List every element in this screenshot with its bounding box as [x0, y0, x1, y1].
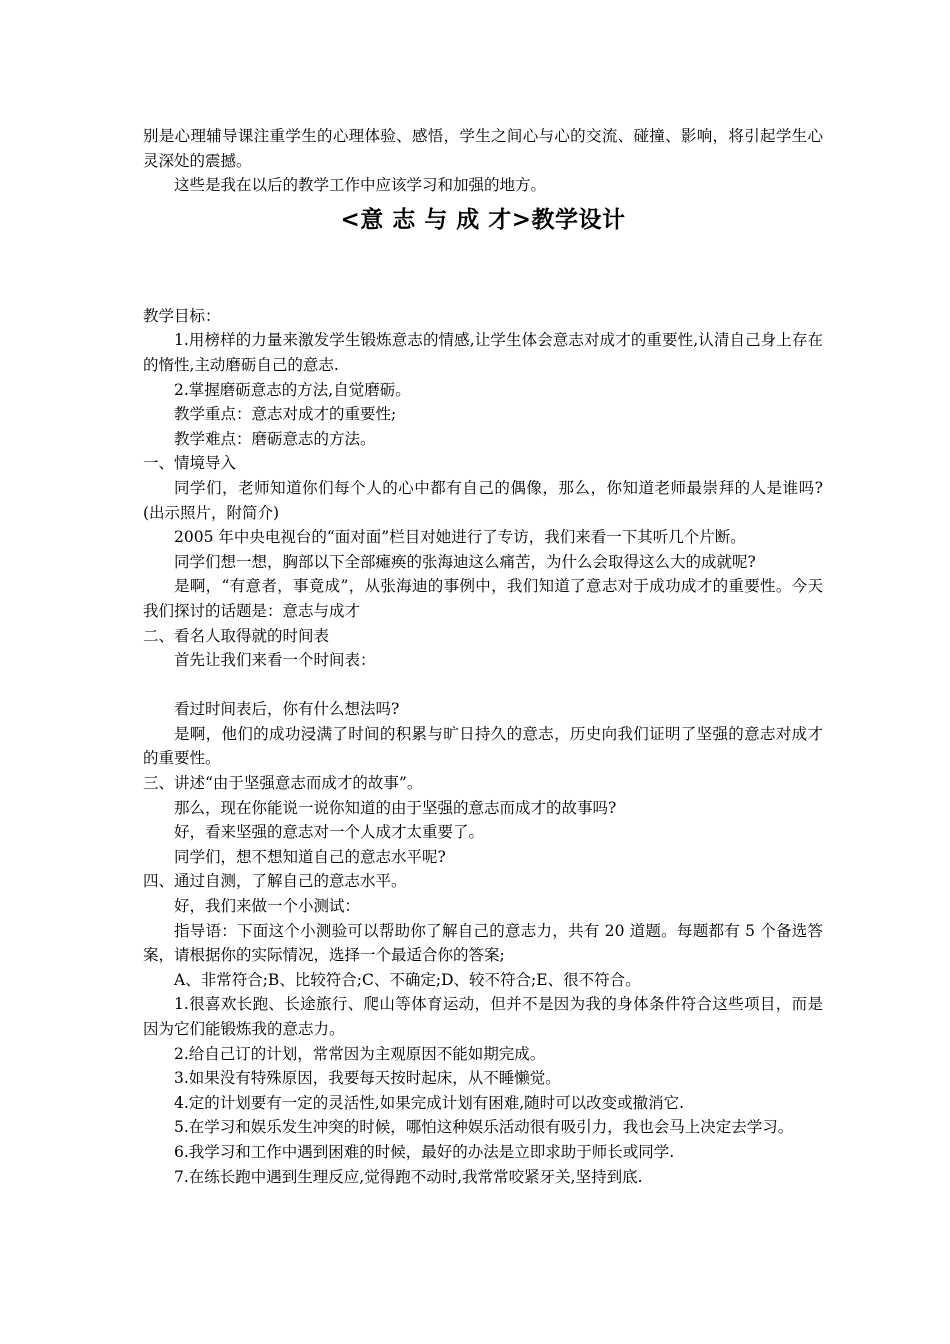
- section-2-heading: 二、看名人取得就的时间表: [143, 626, 330, 645]
- test-item: 7.在练长跑中遇到生理反应,觉得跑不动时,我常常咬紧牙关,坚持到底.: [174, 1167, 643, 1186]
- difficulty-point: 教学难点：磨砺意志的方法。: [174, 429, 376, 448]
- section-1-paragraph-4: 是啊，“有意者，事竟成”，从张海迪的事例中，我们知道了意志对于成功成才的重要性。今天我们探讨的话题是：意志与成才: [143, 577, 823, 620]
- section-1-heading: 一、情境导入: [143, 454, 237, 473]
- objective-2: 2.掌握磨砺意志的方法,自觉磨砺。: [174, 380, 411, 399]
- section-3-paragraph-3: 同学们，想不想知道自己的意志水平呢?: [174, 847, 446, 866]
- section-1-paragraph-3: 同学们想一想，胸部以下全部瘫痪的张海迪这么痛苦，为什么会取得这么大的成就呢?: [174, 552, 756, 571]
- objectives-heading: 教学目标：: [143, 306, 221, 325]
- test-item: 2.给自己订的计划，常常因为主观原因不能如期完成。: [174, 1044, 546, 1063]
- section-2-paragraph-3: 是啊，他们的成功浸满了时间的积累与旷日持久的意志，历史向我们证明了坚强的意志对成才的重要性。: [143, 724, 823, 768]
- key-point: 教学重点：意志对成才的重要性;: [174, 405, 397, 424]
- section-4-heading: 四、通过自测，了解自己的意志水平。: [143, 872, 407, 891]
- section-3-paragraph-2: 好，看来坚强的意志对一个人成才太重要了。: [174, 823, 485, 842]
- test-item: 1.很喜欢长跑、长途旅行、爬山等体育运动，但并不是因为我的身体条件符合这些项目，而是因为它们能锻炼我的意志力。: [143, 995, 823, 1038]
- section-2-paragraph-1: 首先让我们来看一个时间表：: [174, 651, 376, 670]
- section-4-paragraph-1: 好，我们来做一个小测试：: [174, 897, 361, 916]
- intro-paragraph-continued: 别是心理辅导课注重学生的心理体验、感悟，学生之间心与心的交流、碰撞、影响，将引起学生心灵深处的震撼。: [143, 127, 823, 170]
- document-page: [143, 124, 823, 1189]
- section-2-paragraph-2: 看过时间表后，你有什么想法吗?: [174, 700, 400, 719]
- document-title: <意 志 与 成 才>教学设计: [340, 205, 626, 233]
- section-3-heading: 三、讲述“由于坚强意志而成才的故事”。: [143, 774, 423, 793]
- blank-line: [143, 673, 823, 698]
- objective-1: 1.用榜样的力量来激发学生锻炼意志的情感,让学生体会意志对成才的重要性,认清自己身上存在的惰性,主动磨砺自己的意志.: [143, 331, 823, 374]
- test-item: 4.定的计划要有一定的灵活性,如果完成计划有困难,随时可以改变或撤消它.: [174, 1093, 685, 1112]
- test-item: 5.在学习和娱乐发生冲突的时候，哪怕这种娱乐活动很有吸引力，我也会马上决定去学习。: [174, 1118, 794, 1137]
- answer-options: A、非常符合;B、比较符合;C、不确定;D、较不符合;E、很不符合。: [174, 970, 641, 989]
- test-item: 3.如果没有特殊原因，我要每天按时起床，从不睡懒觉。: [174, 1069, 561, 1088]
- section-3-paragraph-1: 那么，现在你能说一说你知道的由于坚强的意志而成才的故事吗?: [174, 798, 617, 817]
- test-item: 6.我学习和工作中遇到困难的时候，最好的办法是立即求助于师长或同学.: [174, 1142, 675, 1161]
- intro-paragraph: 这些是我在以后的教学工作中应该学习和加强的地方。: [174, 176, 547, 195]
- section-1-paragraph-1: 同学们，老师知道你们每个人的心中都有自己的偶像，那么，你知道老师最崇拜的人是谁吗?(出示照片，附简介): [143, 478, 823, 522]
- title-spacer: [143, 236, 823, 304]
- test-instructions: 指导语：下面这个小测验可以帮助你了解自己的意志力，共有 20 道题。每题都有 5 个备选答案，请根据你的实际情况，选择一个最适合你的答案;: [143, 921, 823, 965]
- section-1-paragraph-2: 2005 年中央电视台的“面对面”栏目对她进行了专访，我们来看一下其听几个片断。: [174, 528, 746, 547]
